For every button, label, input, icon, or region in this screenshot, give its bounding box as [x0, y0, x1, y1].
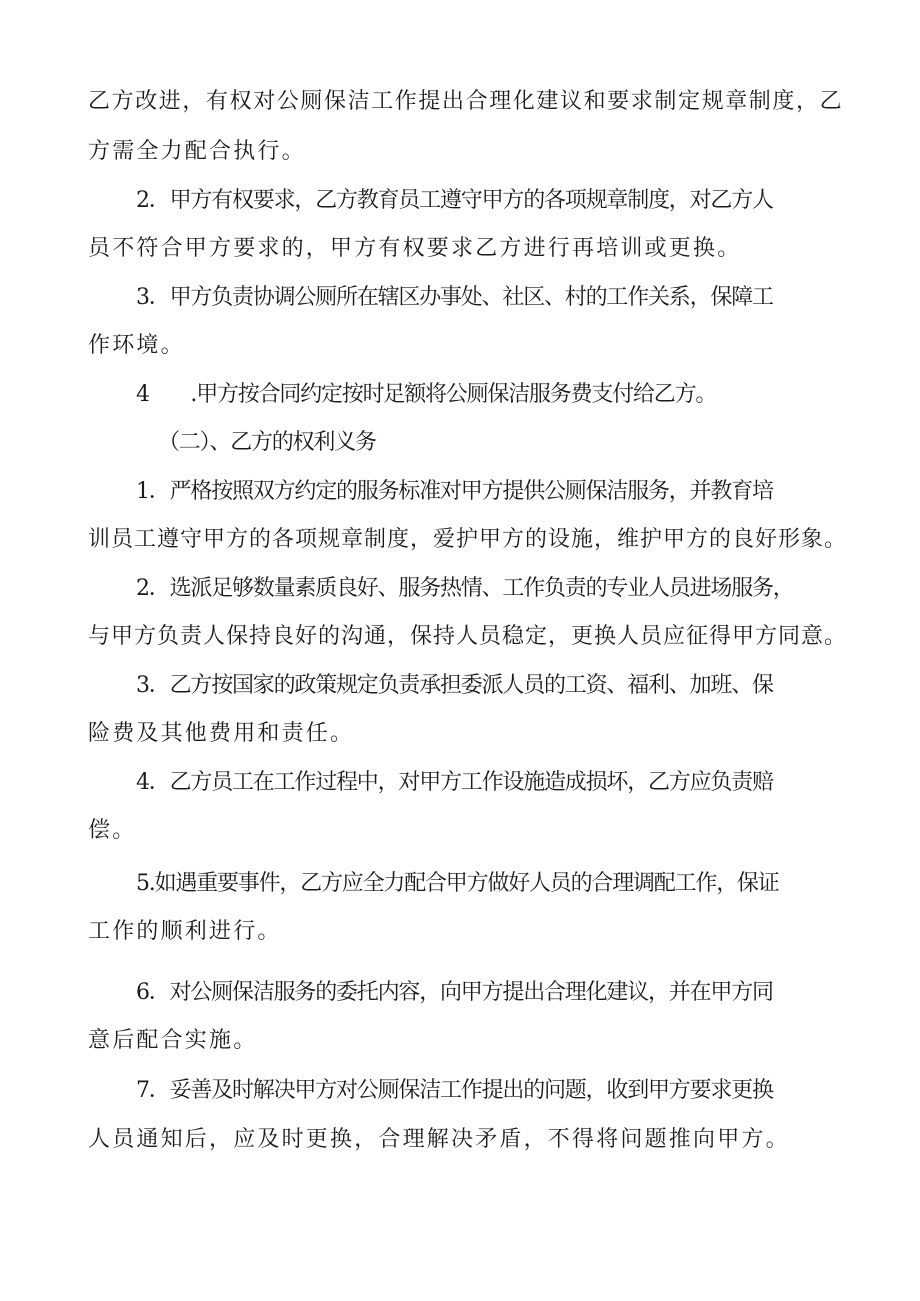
text-line: 方需全力配合执行。 — [88, 139, 306, 164]
paragraph-b3: 3．乙方按国家的政策规定负责承担委派人员的工资、福利、加班、保 — [136, 673, 773, 698]
text-line: 工作的顺利进行。 — [88, 919, 282, 944]
text-line: 偿。 — [88, 818, 137, 843]
text-line: 与甲方负责人保持良好的沟通，保持人员稳定，更换人员应征得甲方同意。 — [88, 624, 848, 649]
paragraph-b6: 6．对公厕保洁服务的委托内容，向甲方提出合理化建议，并在甲方同 — [136, 980, 773, 1005]
text-line: 作环境。 — [88, 333, 185, 358]
text-line: 险费及其他费用和责任。 — [88, 721, 355, 746]
section-heading: （二）、乙方的权利义务 — [158, 430, 376, 455]
paragraph-a3: 3．甲方负责协调公厕所在辖区办事处、社区、村的工作关系，保障工 — [136, 285, 773, 310]
paragraph-b7: 7．妥善及时解决甲方对公厕保洁工作提出的问题，收到甲方要求更换 — [136, 1078, 773, 1103]
paragraph-a4: 4 .甲方按合同约定按时足额将公厕保洁服务费支付给乙方。 — [136, 382, 717, 407]
text-line: 员不符合甲方要求的，甲方有权要求乙方进行再培训或更换。 — [88, 236, 742, 261]
paragraph-b1: 1．严格按照双方约定的服务标准对甲方提供公厕保洁服务，并教育培 — [136, 479, 773, 504]
text-line: 意后配合实施。 — [88, 1028, 258, 1053]
paragraph-b5: 5.如遇重要事件，乙方应全力配合甲方做好人员的合理调配工作，保证 — [136, 871, 779, 896]
text-line: 乙方改进，有权对公厕保洁工作提出合理化建议和要求制定规章制度，乙 — [88, 89, 844, 114]
text-line: 训员工遵守甲方的各项规章制度，爱护甲方的设施，维护甲方的良好形象。 — [88, 527, 848, 552]
paragraph-a2: 2．甲方有权要求，乙方教育员工遵守甲方的各项规章制度，对乙方人 — [136, 188, 773, 213]
paragraph-b4: 4．乙方员工在工作过程中，对甲方工作设施造成损坏，乙方应负责赔 — [136, 770, 773, 795]
paragraph-b2: 2．选派足够数量素质良好、服务热情、工作负责的专业人员进场服务， — [136, 576, 794, 601]
text-line: 人员通知后，应及时更换，合理解决矛盾，不得将问题推向甲方。 — [88, 1127, 790, 1152]
